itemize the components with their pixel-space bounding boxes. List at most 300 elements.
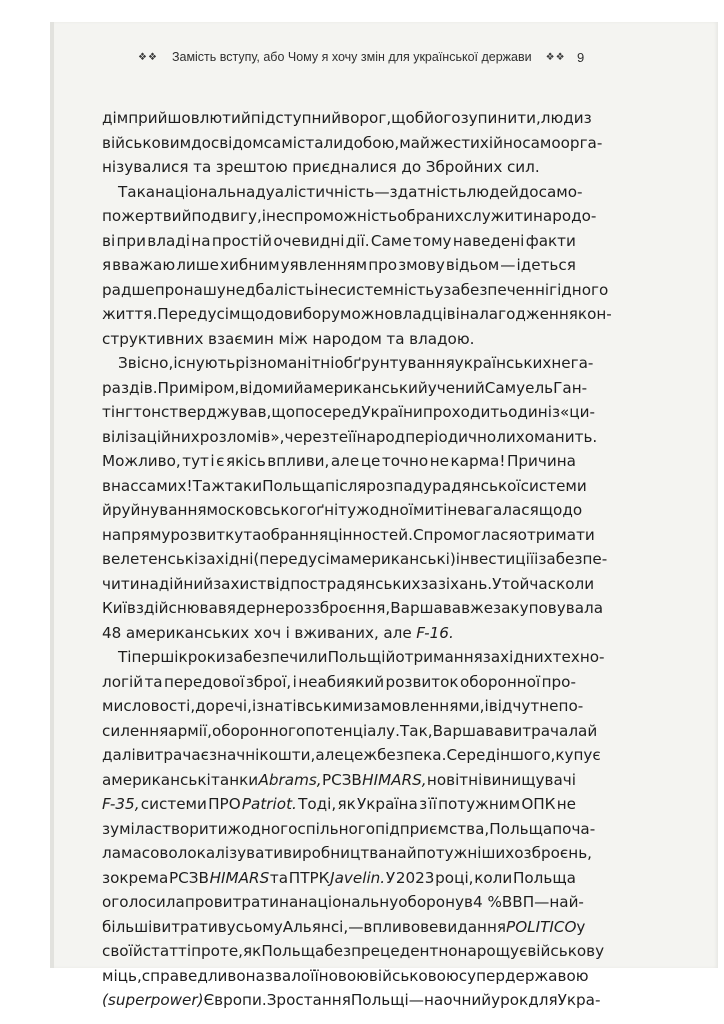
word: з xyxy=(583,109,592,127)
text-line xyxy=(102,988,601,1013)
word: неабиякий xyxy=(298,672,385,691)
word: її xyxy=(310,966,319,985)
word: Польща xyxy=(261,942,325,960)
word: забезпеченні xyxy=(443,280,550,299)
word: стверджував, xyxy=(161,403,272,421)
word: нарощує xyxy=(457,942,528,960)
text-line xyxy=(102,449,576,474)
word: і xyxy=(314,280,319,299)
word: кошти, xyxy=(259,746,316,764)
word: американських xyxy=(125,623,250,642)
word: витрати xyxy=(152,917,218,936)
word: у xyxy=(576,917,586,936)
word: зрештою xyxy=(215,158,288,176)
word: дії. xyxy=(345,231,370,250)
word: американські) xyxy=(341,550,456,568)
text-line xyxy=(102,229,576,254)
word: новою xyxy=(318,966,369,985)
word: Збройних xyxy=(425,158,503,176)
word: нега- xyxy=(551,354,594,372)
word: перші xyxy=(131,648,179,666)
word: американські xyxy=(102,770,211,789)
word: Така xyxy=(118,182,156,201)
word: роззброєння, xyxy=(284,599,391,617)
word: я xyxy=(102,256,112,274)
word: тінгтон xyxy=(102,403,162,421)
word: Передусім xyxy=(157,305,241,323)
word: різноманітні xyxy=(235,354,335,372)
word: Причина xyxy=(506,452,576,470)
text-line xyxy=(102,670,576,695)
word: наочний xyxy=(423,991,492,1009)
word: і xyxy=(261,207,267,225)
word: Польщі xyxy=(350,991,409,1009)
word: оголосила xyxy=(102,893,185,911)
word: видання xyxy=(438,917,507,936)
word: не xyxy=(447,501,467,519)
word: щодо xyxy=(240,305,284,323)
word: техно- xyxy=(552,648,605,666)
word: можновладців xyxy=(339,305,456,323)
word: відчутне xyxy=(488,697,559,715)
word: Варшава xyxy=(432,721,504,740)
word: передової xyxy=(163,672,245,691)
word: HIMARS, xyxy=(362,770,427,789)
text-line xyxy=(102,915,586,940)
word: і xyxy=(484,697,489,715)
word: мисловості, xyxy=(102,697,196,715)
word: несистемність xyxy=(318,280,435,299)
word: впливи, xyxy=(267,452,330,470)
text-line xyxy=(102,180,583,205)
text-line xyxy=(102,425,598,450)
word: ґніту xyxy=(316,501,357,519)
word: розпаду xyxy=(366,476,433,495)
text-line xyxy=(102,939,605,964)
word: між xyxy=(278,329,308,348)
word: Звісно, xyxy=(118,354,174,372)
word: ядерне xyxy=(226,599,285,617)
word: недбалість xyxy=(225,280,315,299)
word: РСЗВ xyxy=(169,868,209,887)
word: дім xyxy=(102,109,129,127)
word: народо- xyxy=(532,207,597,225)
word: інвестиції xyxy=(455,550,535,568)
word: озброєнь, xyxy=(514,844,592,862)
word: РСЗВ xyxy=(321,770,362,789)
word: американський xyxy=(303,378,428,397)
word: в xyxy=(464,893,473,911)
word: бою, xyxy=(362,133,400,152)
word: Саме xyxy=(370,231,412,250)
word: Можливо, xyxy=(102,452,181,470)
word: ж xyxy=(211,476,225,495)
word: існують xyxy=(173,354,236,372)
text-line xyxy=(102,621,576,646)
word: купує xyxy=(555,746,601,764)
word: потенціалу. xyxy=(305,721,400,740)
word: національна xyxy=(155,182,256,201)
word: обрання xyxy=(261,525,328,544)
word: масово xyxy=(121,844,178,862)
word: таки xyxy=(224,476,263,495)
word: відьом xyxy=(445,256,500,274)
text-line xyxy=(102,523,595,548)
word: та xyxy=(243,525,262,544)
word: самоорга- xyxy=(522,133,603,152)
word: створити xyxy=(153,819,228,838)
word: карма! xyxy=(450,452,506,470)
word: стали xyxy=(297,133,344,152)
word: владі xyxy=(147,231,190,250)
word: натівськими xyxy=(264,697,364,715)
word: зокрема xyxy=(102,868,169,887)
word: це xyxy=(360,452,381,470)
word: Серед xyxy=(446,746,496,764)
text-line xyxy=(102,204,597,229)
word: Київ xyxy=(102,599,136,617)
word: не xyxy=(429,452,449,470)
word: після xyxy=(325,476,367,495)
word: наведені xyxy=(452,231,525,250)
text-line xyxy=(102,645,605,670)
text-line xyxy=(102,106,592,131)
word: в xyxy=(102,476,111,495)
word: 4 % xyxy=(472,893,502,911)
text-line xyxy=(102,400,595,425)
word: витрачає xyxy=(135,746,209,764)
word: вагалася xyxy=(466,501,539,519)
text-line xyxy=(102,302,612,327)
text-line xyxy=(102,743,601,768)
word: структивних xyxy=(102,329,204,348)
word: те, xyxy=(219,942,244,960)
word: відомий xyxy=(239,378,304,397)
text-line xyxy=(102,964,589,989)
word: (передусім xyxy=(253,550,342,568)
word: ідеться xyxy=(516,256,576,274)
word: армії, xyxy=(168,721,212,740)
text-line xyxy=(102,719,598,744)
word: — xyxy=(348,917,364,936)
word: Польщі xyxy=(327,648,386,666)
word: витрачала xyxy=(503,721,588,740)
word: ворог, xyxy=(341,109,392,127)
word: на xyxy=(279,893,299,911)
word: людей xyxy=(466,182,519,201)
word: безпека. xyxy=(377,746,447,764)
text-line xyxy=(102,327,576,352)
word: лихоманить. xyxy=(496,427,598,446)
word: до xyxy=(401,158,422,176)
word: в xyxy=(217,917,227,936)
word: й xyxy=(587,721,598,740)
word: налагодження xyxy=(459,305,578,323)
word: народом xyxy=(312,329,382,348)
word: системи xyxy=(520,476,587,495)
word: але xyxy=(315,746,344,764)
word: закуповувала xyxy=(493,599,604,617)
word: Приміром, xyxy=(157,378,240,397)
word: най- xyxy=(549,893,584,911)
word: (superpower) xyxy=(102,991,204,1009)
word: лише xyxy=(176,256,220,274)
word: західних xyxy=(482,648,553,666)
word: на xyxy=(191,231,211,250)
word: до xyxy=(195,697,215,715)
text-line xyxy=(102,131,603,156)
word: до xyxy=(343,133,363,152)
word: надійний xyxy=(139,574,214,593)
word: військовою xyxy=(368,966,459,985)
word: назвало xyxy=(245,966,311,985)
word: періодично xyxy=(405,427,497,446)
page-number: 9 xyxy=(577,50,585,65)
word: при xyxy=(116,231,146,250)
word: Abrams, xyxy=(258,770,322,789)
word: нашу xyxy=(183,280,226,299)
word: само- xyxy=(538,182,583,201)
word: F-16. xyxy=(416,623,454,642)
word: з xyxy=(419,795,428,813)
word: і xyxy=(285,623,290,642)
word: розвитку xyxy=(170,525,244,544)
text-line xyxy=(102,155,576,180)
word: Польща xyxy=(512,868,576,887)
word: є xyxy=(216,452,225,470)
word: зупинити, xyxy=(460,109,541,127)
word: її xyxy=(348,427,357,446)
text-line xyxy=(102,768,576,793)
word: факти xyxy=(525,231,576,250)
word: підступний xyxy=(250,109,342,127)
word: Спромоглася xyxy=(412,525,518,544)
word: зуміла xyxy=(102,819,154,838)
word: ж xyxy=(363,746,378,764)
running-header-title: Замість вступу, або Чому я хочу змін для української держави xyxy=(171,50,532,64)
text-line xyxy=(102,547,608,572)
word: отримання xyxy=(395,648,483,666)
word: для xyxy=(528,991,558,1009)
word: зброї, xyxy=(245,672,292,691)
word: Javelin. xyxy=(330,868,386,887)
word: усьому xyxy=(226,917,283,936)
word: владою. xyxy=(409,329,475,348)
word: винищувачі xyxy=(482,770,576,789)
word: вже xyxy=(461,599,494,617)
word: про xyxy=(368,256,398,274)
word: майже xyxy=(399,133,453,152)
word: щоб xyxy=(391,109,425,127)
word: один xyxy=(508,403,548,421)
word: іншого, xyxy=(495,746,556,764)
word: цінностей. xyxy=(328,525,413,544)
word: і xyxy=(292,672,297,691)
word: Так, xyxy=(400,721,433,740)
text-line xyxy=(102,792,576,817)
text-line xyxy=(102,376,588,401)
text-line xyxy=(102,278,609,303)
word: велетенські xyxy=(102,550,199,568)
word: очевидні xyxy=(273,231,345,250)
text-line xyxy=(102,474,587,499)
word: пострадянських xyxy=(290,574,421,593)
word: році, xyxy=(435,868,474,887)
word: локалізувати xyxy=(177,844,284,862)
word: логій xyxy=(102,672,144,691)
word: Варшава xyxy=(390,599,462,617)
word: посеред xyxy=(295,403,362,421)
word: впливове xyxy=(363,917,439,936)
word: жодного xyxy=(227,819,298,838)
word: і xyxy=(534,550,539,568)
word: системи xyxy=(140,795,207,813)
word: проходить xyxy=(422,403,509,421)
word: значні xyxy=(208,746,260,764)
word: танки xyxy=(211,770,259,789)
word: ОПК xyxy=(521,795,556,813)
text-line xyxy=(102,572,595,597)
word: лютий xyxy=(199,109,251,127)
word: руйнування xyxy=(111,501,207,519)
word: — xyxy=(500,256,516,274)
word: здійснював xyxy=(135,599,227,617)
word: речі, xyxy=(214,697,252,715)
text-line xyxy=(102,841,592,866)
word: урок xyxy=(491,991,529,1009)
word: статті xyxy=(142,942,192,960)
word: Самуель xyxy=(484,378,554,397)
word: Ган- xyxy=(553,378,588,397)
word: взаємин xyxy=(208,329,274,348)
word: Ті xyxy=(118,648,132,666)
word: підприємства, xyxy=(375,819,490,838)
word: західні xyxy=(198,550,254,568)
word: служити xyxy=(463,207,533,225)
word: та xyxy=(386,329,405,348)
word: F-35, xyxy=(102,795,140,813)
word: захист xyxy=(213,574,267,593)
word: України xyxy=(361,403,423,421)
word: Європи. xyxy=(203,991,267,1009)
word: але xyxy=(330,452,360,470)
word: прийшов xyxy=(128,109,200,127)
word: пожертви xyxy=(102,207,182,225)
word: кроки xyxy=(178,648,226,666)
running-header xyxy=(138,50,598,64)
word: напряму xyxy=(102,525,171,544)
ornament-right-icon: ❖❖ xyxy=(545,51,566,63)
word: змову xyxy=(398,256,445,274)
word: самі xyxy=(263,133,298,152)
word: миті xyxy=(413,501,448,519)
word: через xyxy=(284,427,330,446)
text-line xyxy=(102,253,576,278)
text-line xyxy=(102,890,584,915)
word: супердержавою xyxy=(458,966,589,985)
word: й xyxy=(181,207,192,225)
word: 2023 xyxy=(395,868,435,887)
word: вживаних, xyxy=(294,623,379,642)
word: оборону xyxy=(398,893,464,911)
word: як xyxy=(243,942,262,960)
word: про xyxy=(191,942,220,960)
word: час xyxy=(529,574,557,593)
word: вибору xyxy=(283,305,340,323)
word: отримати xyxy=(517,525,595,544)
word: її xyxy=(428,795,437,813)
text-line xyxy=(102,596,604,621)
word: національну xyxy=(298,893,399,911)
word: найпотужніших xyxy=(387,844,515,862)
word: дуалістичність xyxy=(255,182,375,201)
word: справедливо xyxy=(141,966,246,985)
word: силення xyxy=(102,721,169,740)
word: вілізаційних xyxy=(102,427,200,446)
word: хибним xyxy=(220,256,280,274)
word: радше xyxy=(102,280,155,299)
word: про xyxy=(184,893,214,911)
word: спільного xyxy=(297,819,376,838)
word: оборонного xyxy=(211,721,306,740)
word: далі xyxy=(102,746,136,764)
word: потужним xyxy=(438,795,521,813)
word: те xyxy=(329,427,349,446)
word: виробництва xyxy=(283,844,388,862)
body-text xyxy=(102,106,612,1013)
word: Patriot. xyxy=(241,795,297,813)
word: коли xyxy=(474,868,513,887)
word: розломів», xyxy=(199,427,285,446)
word: — xyxy=(408,991,424,1009)
word: у xyxy=(434,280,444,299)
word: щодо xyxy=(538,501,583,519)
word: Україна xyxy=(357,795,418,813)
word: та xyxy=(269,868,289,887)
word: до xyxy=(518,182,539,201)
word: ла xyxy=(102,844,122,862)
word: ПТРК xyxy=(288,868,330,887)
word: та xyxy=(144,672,163,691)
word: ві xyxy=(102,231,116,250)
word: обраних xyxy=(397,207,464,225)
word: і xyxy=(210,452,215,470)
text-line xyxy=(102,694,584,719)
word: кон- xyxy=(577,305,612,323)
word: POLITICO xyxy=(506,917,577,936)
word: люди xyxy=(540,109,584,127)
word: раздів. xyxy=(102,378,158,397)
text-line xyxy=(102,866,576,891)
word: забезпечили xyxy=(225,648,328,666)
word: ПРО xyxy=(208,795,241,813)
word: «ци- xyxy=(560,403,595,421)
word: У xyxy=(492,574,502,593)
word: здатність xyxy=(389,182,467,201)
word: Альянсі, xyxy=(282,917,349,936)
word: витрати xyxy=(213,893,280,911)
word: замовленнями, xyxy=(363,697,485,715)
word: це xyxy=(343,746,364,764)
word: У xyxy=(385,868,396,887)
word: стихійно xyxy=(452,133,523,152)
word: тому xyxy=(412,231,452,250)
word: із xyxy=(251,697,265,715)
word: учений xyxy=(427,378,485,397)
word: уявленням xyxy=(280,256,368,274)
word: безпрецедентно xyxy=(324,942,458,960)
word: хоч xyxy=(253,623,282,642)
